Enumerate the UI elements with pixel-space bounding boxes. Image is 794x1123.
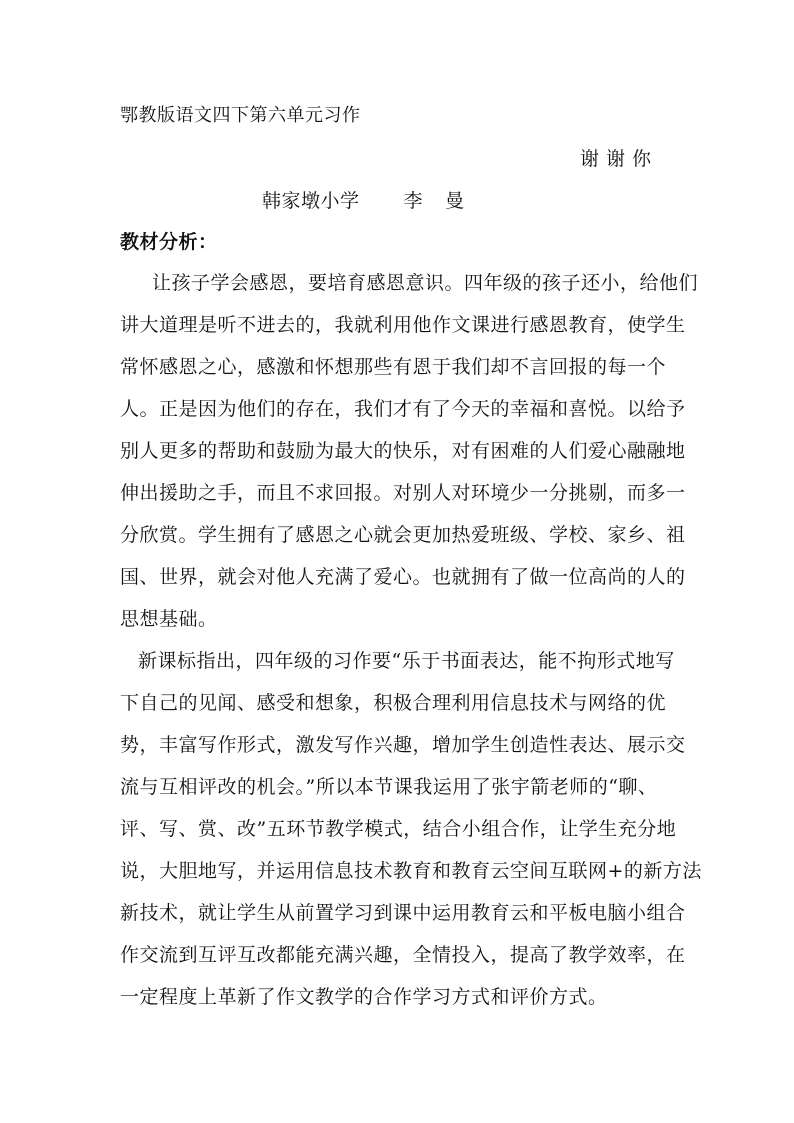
paragraph1-line: 伸出援助之手，而且不求回报。对别人对环境少一分挑剔，而多一 — [120, 482, 686, 504]
paragraph1-line: 国、世界，就会对他人充满了爱心。也就拥有了做一位高尚的人的 — [120, 566, 686, 588]
author-school: 韩家墩小学 — [262, 190, 360, 212]
author-name-first: 李 — [403, 190, 424, 212]
paragraph1-line: 让孩子学会感恩，要培育感恩意识。四年级的孩子还小，给他们 — [152, 272, 699, 294]
paragraph2-line: 新技术，就让学生从前置学习到课中运用教育云和平板电脑小组合 — [120, 902, 686, 924]
paragraph2-line: 势，丰富写作形式，激发写作兴趣，增加学生创造性表达、展示交 — [120, 734, 686, 756]
paragraph1-line: 常怀感恩之心，感激和怀想那些有恩于我们却不言回报的每一个 — [120, 356, 667, 378]
author-line — [262, 189, 465, 213]
header-title: 鄂教版语文四下第六单元习作 — [120, 105, 361, 126]
paragraph2-line: 说，大胆地写，并运用信息技术教育和教育云空间互联网+的新方法 — [120, 860, 702, 882]
paragraph2-line: 作交流到互评互改都能充满兴趣，全情投入，提高了教学效率，在 — [120, 944, 686, 966]
paragraph1-line: 分欣赏。学生拥有了感恩之心就会更加热爱班级、学校、家乡、祖 — [120, 524, 686, 546]
paragraph1-line: 人。正是因为他们的存在，我们才有了今天的幸福和喜悦。以给予 — [120, 398, 686, 420]
paragraph2-line: 下自己的见闻、感受和想象，积极合理利用信息技术与网络的优 — [120, 692, 667, 714]
paragraph2-line: 评、写、赏、改”五环节教学模式，结合小组合作，让学生充分地 — [120, 818, 677, 840]
paragraph2-line: 新课标指出，四年级的习作要“乐于书面表达，能不拘形式地写 — [138, 650, 675, 672]
paragraph1-line: 讲大道理是听不进去的，我就利用他作文课进行感恩教育，使学生 — [120, 314, 686, 336]
paragraph2-line: 流与互相评改的机会。”所以本节课我运用了张宇箭老师的“聊、 — [120, 776, 658, 798]
section-heading: 教材分析： — [120, 231, 218, 253]
author-name-second: 曼 — [445, 190, 465, 212]
paragraph1-line: 思想基础。 — [120, 608, 218, 630]
paragraph2-line: 一定程度上革新了作文教学的合作学习方式和评价方式。 — [120, 986, 608, 1008]
paragraph1-line: 别人更多的帮助和鼓励为最大的快乐，对有困难的人们爱心融融地 — [120, 440, 686, 462]
document-subtitle: 谢谢你 — [580, 148, 659, 170]
